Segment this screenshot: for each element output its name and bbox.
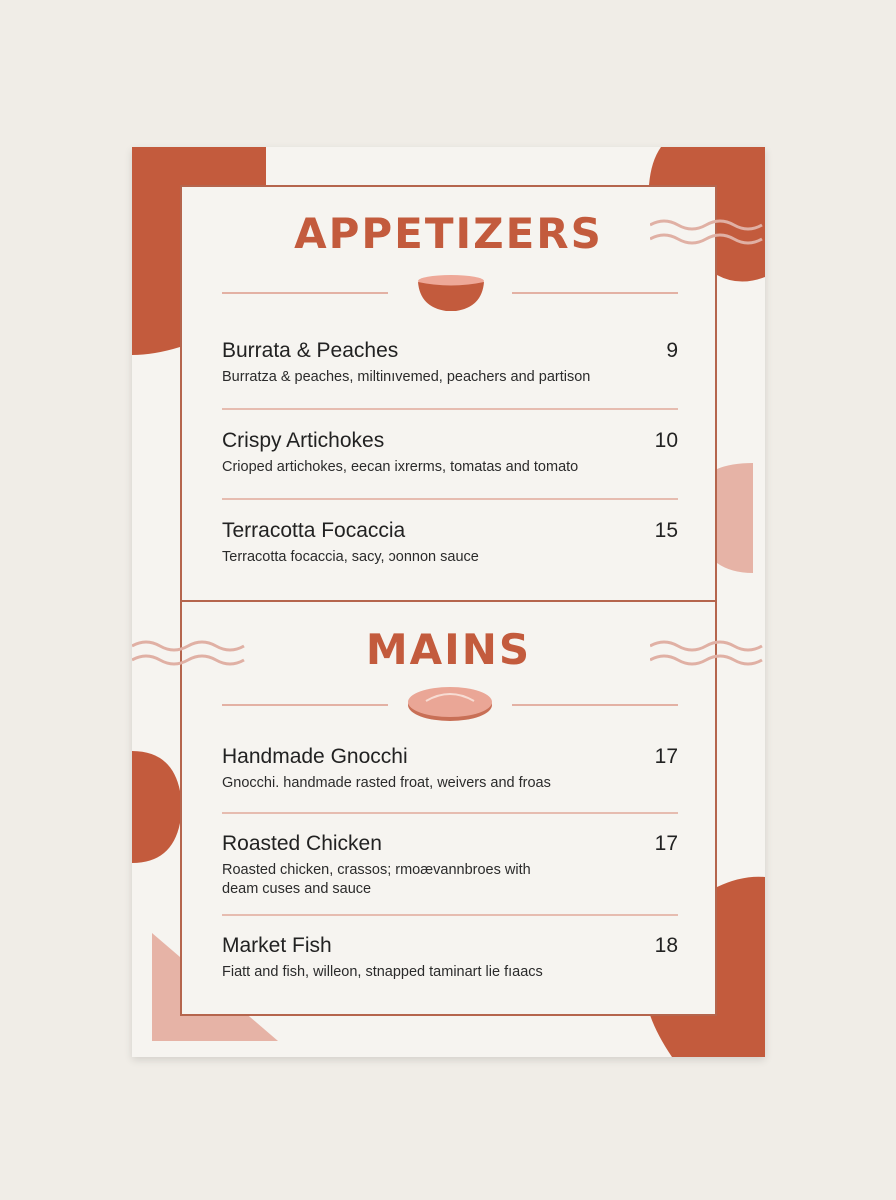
- item-price: 9: [666, 339, 678, 362]
- menu-card: [132, 147, 765, 1057]
- item-price: 17: [654, 745, 678, 768]
- wave-icon-mid-right: [650, 640, 765, 668]
- section-title-appetizers: APPETIZERS: [294, 209, 603, 258]
- menu-item: [222, 831, 678, 899]
- item-description: Roasted chicken, crassos; rmoævannbroes with deam cuses and sauce: [222, 862, 531, 897]
- item-price: 17: [654, 832, 678, 855]
- item-price: 18: [654, 934, 678, 957]
- item-name: Handmade Gnocchi: [222, 745, 408, 768]
- title-rule-left: [222, 704, 388, 706]
- menu-item: [222, 338, 678, 387]
- item-name: Burrata & Peaches: [222, 339, 399, 362]
- decor-right-half-circle: [717, 463, 753, 573]
- item-name: Roasted Chicken: [222, 832, 382, 855]
- item-description: Crioped artichokes, eecan ixrerms, tomatas and tomato: [222, 459, 579, 475]
- item-description: Gnocchi. handmade rasted froat, weivers and froas: [222, 775, 551, 791]
- item-divider: [222, 408, 678, 410]
- item-divider: [222, 498, 678, 500]
- title-rule-left: [222, 292, 388, 294]
- item-description: Burratza & peaches, miltinıvemed, peachers and partison: [222, 369, 591, 385]
- item-name: Terracotta Focaccia: [222, 519, 406, 542]
- bowl-icon: [416, 273, 486, 315]
- plate-icon: [406, 685, 494, 723]
- menu-item: [222, 933, 678, 982]
- item-price: 15: [654, 519, 678, 542]
- item-name: Market Fish: [222, 934, 332, 957]
- item-divider: [222, 812, 678, 814]
- item-divider: [222, 914, 678, 916]
- wave-icon-top-right: [650, 219, 765, 247]
- item-description: Fiatt and fish, willeon, stnapped taminart lie fıaacs: [222, 964, 543, 980]
- item-name: Crispy Artichokes: [222, 429, 385, 452]
- wave-icon-mid-left: [132, 640, 247, 668]
- menu-item: [222, 744, 678, 793]
- menu-item: [222, 518, 678, 567]
- title-rule-right: [512, 704, 678, 706]
- decor-left-half-circle: [132, 751, 180, 863]
- item-description: Terracotta focaccia, sacy, ɔonnon sauce: [222, 549, 479, 565]
- section-divider: [182, 600, 715, 602]
- item-price: 10: [654, 429, 678, 452]
- menu-panel: [180, 185, 717, 1016]
- menu-item: [222, 428, 678, 477]
- section-title-mains: MAINS: [365, 625, 532, 674]
- title-rule-right: [512, 292, 678, 294]
